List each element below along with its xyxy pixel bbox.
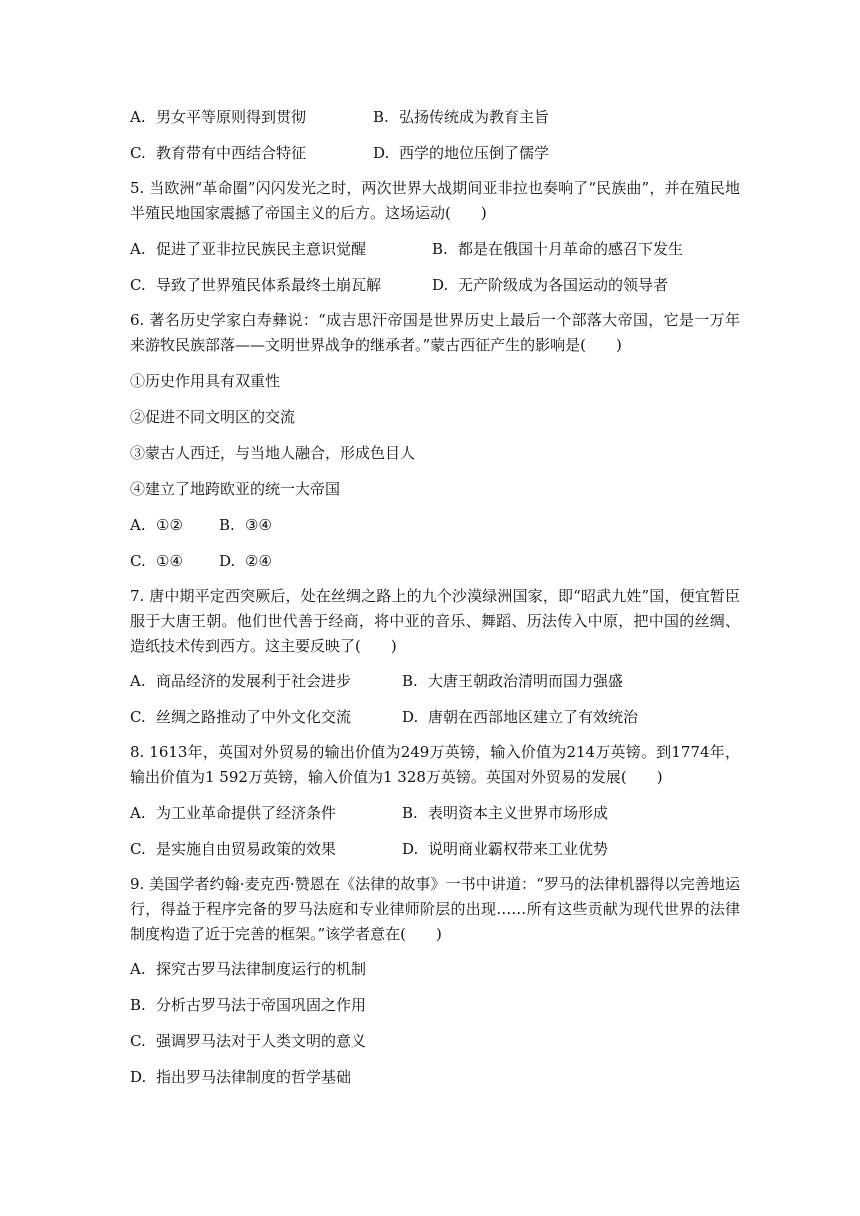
q5-option-b[interactable]: B. 都是在俄国十月革命的感召下发生	[432, 240, 684, 258]
prev-option-b[interactable]: B. 弘扬传统成为教育主旨	[373, 108, 550, 126]
q7-option-a[interactable]: A. 商品经济的发展利于社会进步	[130, 672, 352, 690]
q7-option-c[interactable]: C. 丝绸之路推动了中外文化交流	[130, 708, 352, 726]
q9-option-c[interactable]: C. 强调罗马法对于人类文明的意义	[130, 1032, 367, 1050]
q7-option-b[interactable]: B. 大唐王朝政治清明而国力强盛	[402, 672, 624, 690]
q9-option-d[interactable]: D. 指出罗马法律制度的哲学基础	[130, 1068, 352, 1086]
q9-option-a[interactable]: A. 探究古罗马法律制度运行的机制	[130, 960, 367, 978]
q6-item-3: ③蒙古人西迁，与当地人融合，形成色目人	[130, 444, 416, 462]
q6-item-2: ②促进不同文明区的交流	[130, 408, 296, 426]
q9-option-b[interactable]: B. 分析古罗马法于帝国巩固之作用	[130, 996, 367, 1014]
q5-option-d[interactable]: D. 无产阶级成为各国运动的领导者	[432, 276, 669, 294]
q8-option-c[interactable]: C. 是实施自由贸易政策的效果	[130, 840, 337, 858]
q8-option-a[interactable]: A. 为工业革命提供了经济条件	[130, 804, 337, 822]
prev-option-d[interactable]: D. 西学的地位压倒了儒学	[373, 144, 550, 162]
question-7-stem: 7. 唐中期平定西突厥后，处在丝绸之路上的九个沙漠绿洲国家，即“昭武九姓”国，便宜暂臣服于大唐王朝。他们世代善于经商，将中亚的音乐、舞蹈、历法传入中原，把中国的丝绸、造纸技术传到西方。这主要反映了( )	[130, 587, 740, 655]
q5-option-c[interactable]: C. 导致了世界殖民体系最终土崩瓦解	[130, 276, 382, 294]
question-8-stem: 8. 1613年，英国对外贸易的输出价值为249万英镑，输入价值为214万英镑。到1774年，输出价值为1 592万英镑，输入价值为1 328万英镑。英国对外贸易的发展( )	[130, 743, 740, 786]
question-9-stem: 9. 美国学者约翰·麦克西·赞恩在《法律的故事》一书中讲道：“罗马的法律机器得以完善地运行，得益于程序完备的罗马法庭和专业律师阶层的出现……所有这些贡献为现代世界的法律制度构造了近于完善的框架。”该学者意在( )	[130, 875, 740, 943]
q6-option-b[interactable]: B. ③④	[219, 516, 272, 534]
q6-option-a[interactable]: A. ①②	[130, 516, 183, 534]
prev-option-c[interactable]: C. 教育带有中西结合特征	[130, 144, 307, 162]
q6-option-d[interactable]: D. ②④	[219, 552, 272, 570]
q8-option-b[interactable]: B. 表明资本主义世界市场形成	[402, 804, 609, 822]
q7-option-d[interactable]: D. 唐朝在西部地区建立了有效统治	[402, 708, 639, 726]
question-5-stem: 5. 当欧洲“革命圈”闪闪发光之时，两次世界大战期间亚非拉也奏响了“民族曲”，并在殖民地半殖民地国家震撼了帝国主义的后方。这场运动( )	[130, 179, 740, 222]
q8-option-d[interactable]: D. 说明商业霸权带来工业优势	[402, 840, 609, 858]
prev-option-a[interactable]: A. 男女平等原则得到贯彻	[130, 108, 307, 126]
question-6-stem: 6. 著名历史学家白寿彝说：“成吉思汗帝国是世界历史上最后一个部落大帝国，它是一万年来游牧民族部落——文明世界战争的继承者。”蒙古西征产生的影响是( )	[130, 311, 740, 354]
q6-option-c[interactable]: C. ①④	[130, 552, 183, 570]
q5-option-a[interactable]: A. 促进了亚非拉民族民主意识觉醒	[130, 240, 367, 258]
q6-item-1: ①历史作用具有双重性	[130, 372, 281, 390]
q6-item-4: ④建立了地跨欧亚的统一大帝国	[130, 480, 341, 498]
